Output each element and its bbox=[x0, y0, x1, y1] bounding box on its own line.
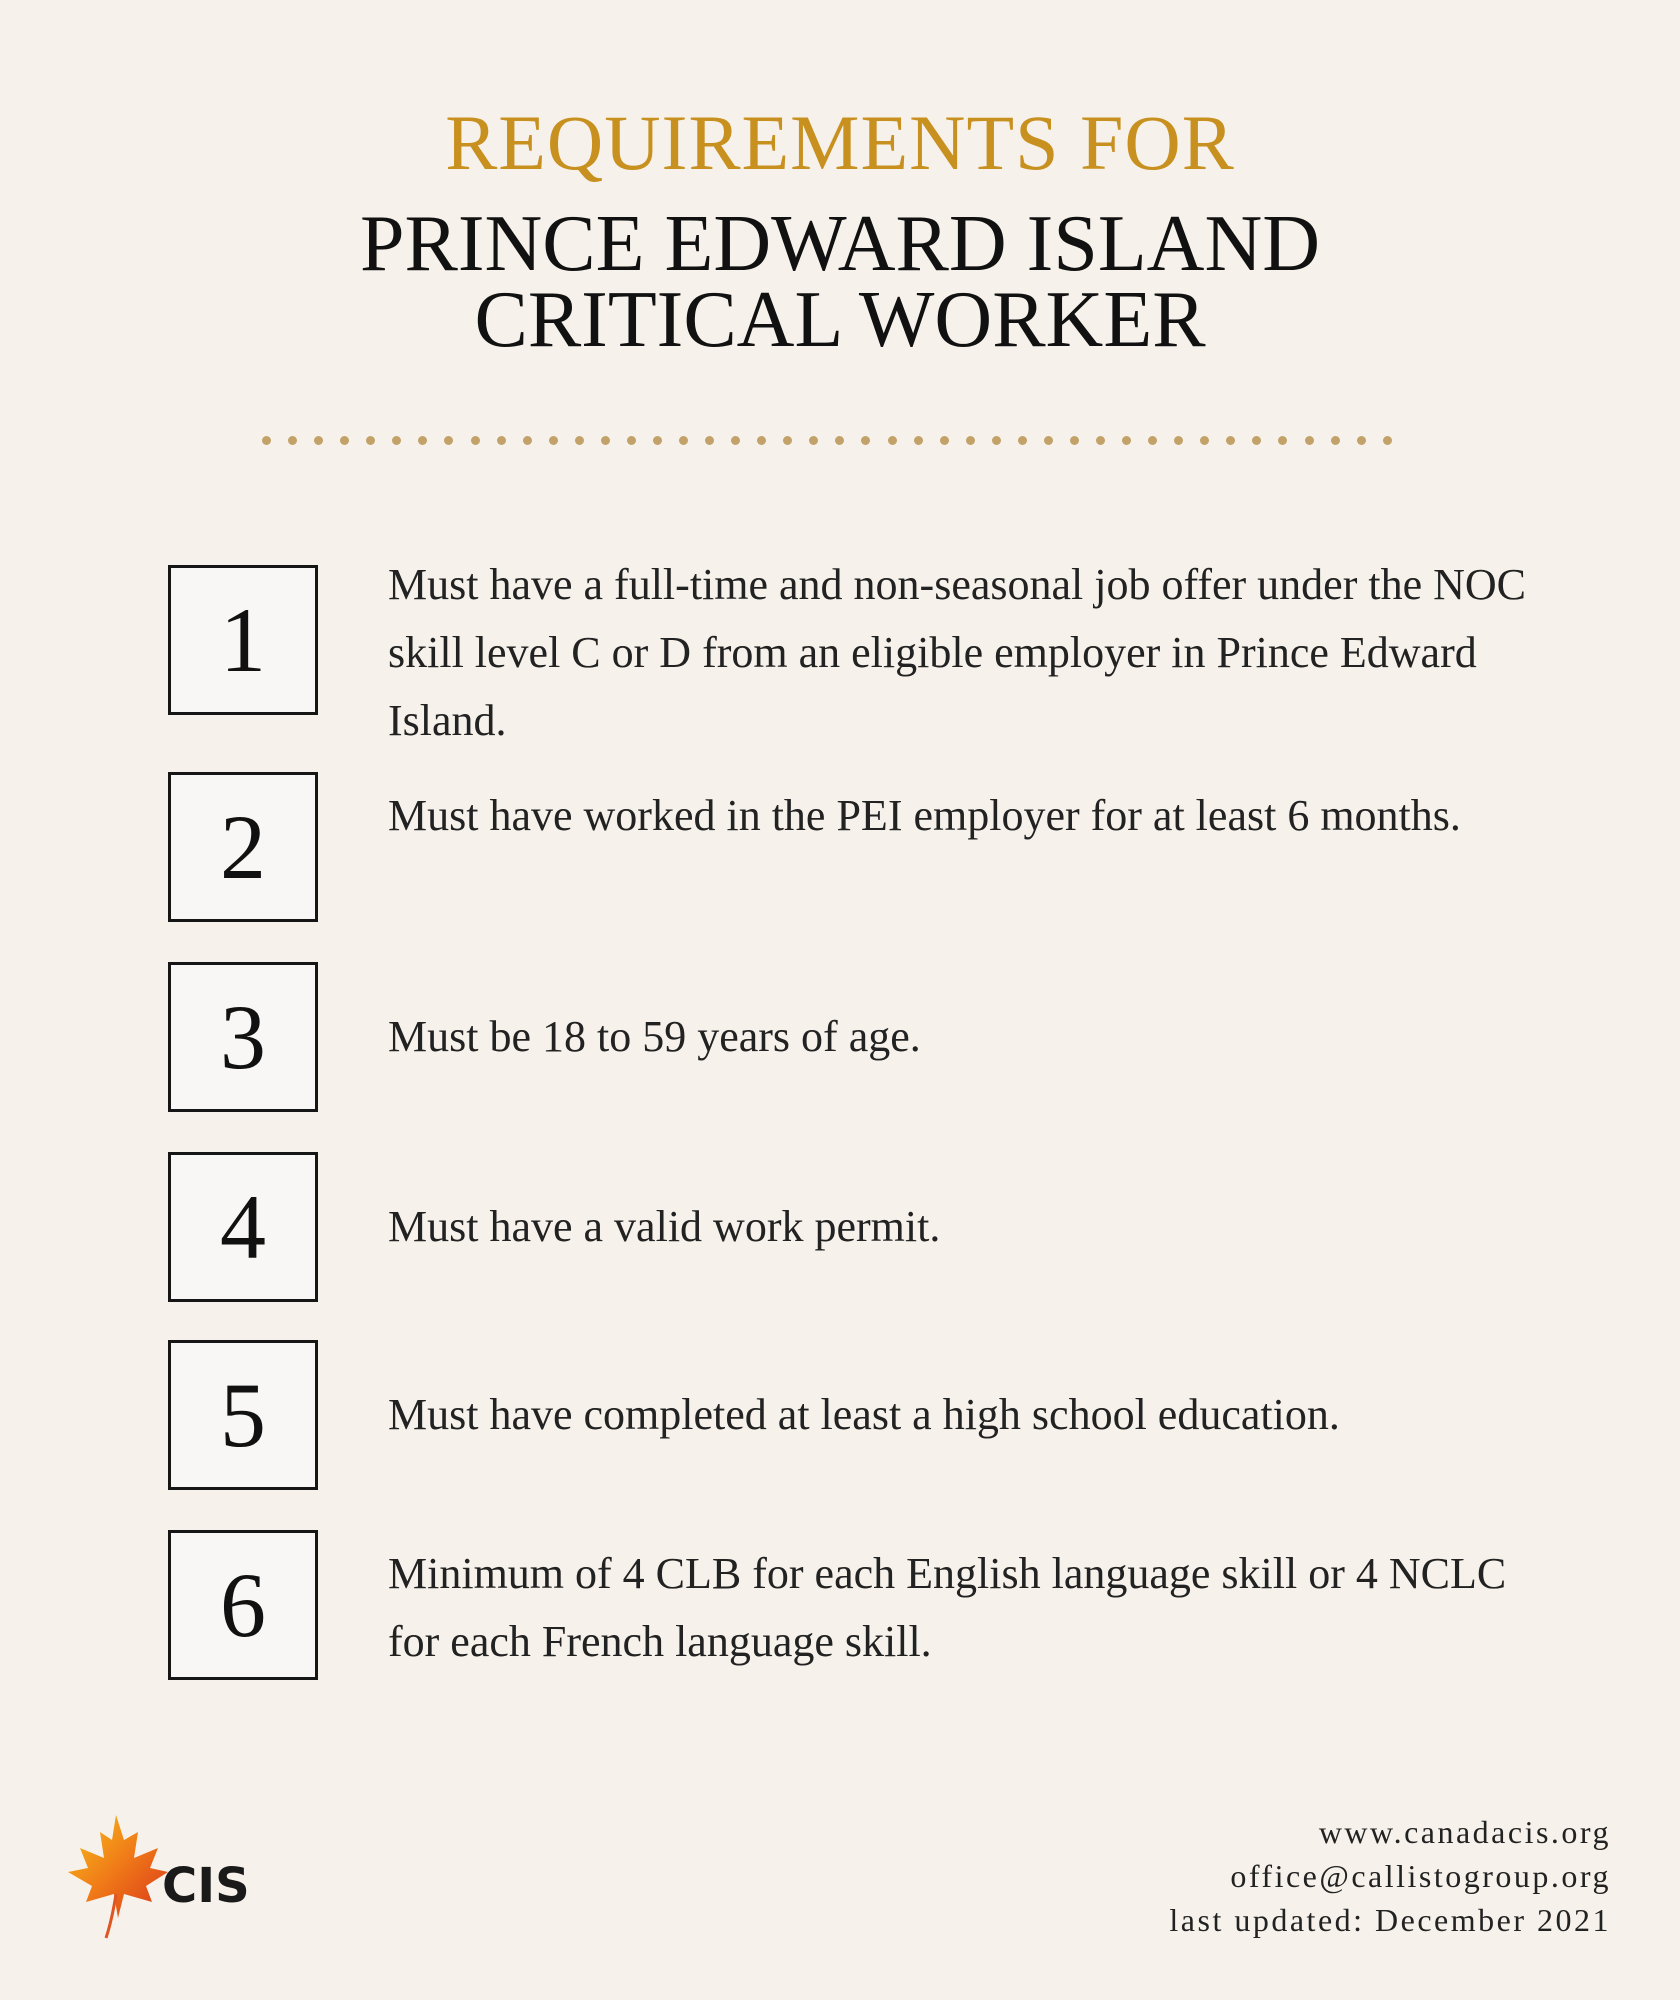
divider-dot bbox=[1383, 436, 1392, 445]
divider-dot bbox=[1200, 436, 1209, 445]
divider-dot bbox=[966, 436, 975, 445]
divider-dot bbox=[1305, 436, 1314, 445]
divider-dot bbox=[992, 436, 1001, 445]
title-requirements-for: REQUIREMENTS FOR bbox=[445, 99, 1235, 186]
divider-dot bbox=[444, 436, 453, 445]
divider-dot bbox=[1044, 436, 1053, 445]
divider-dot bbox=[1331, 436, 1340, 445]
divider-dot bbox=[601, 436, 610, 445]
cis-logo bbox=[60, 1810, 260, 1950]
contact-footer bbox=[1169, 1810, 1611, 1942]
divider-dot bbox=[888, 436, 897, 445]
requirement-text: Must have a valid work permit. bbox=[388, 1202, 941, 1251]
dotted-divider bbox=[262, 432, 1392, 448]
divider-dot bbox=[1148, 436, 1157, 445]
divider-dot bbox=[1226, 436, 1235, 445]
requirement-number-box: 2 bbox=[168, 772, 318, 922]
divider-dot bbox=[366, 436, 375, 445]
divider-dot bbox=[914, 436, 923, 445]
divider-dot bbox=[757, 436, 766, 445]
divider-dot bbox=[783, 436, 792, 445]
divider-dot bbox=[1070, 436, 1079, 445]
divider-dot bbox=[418, 436, 427, 445]
requirement-number-box: 1 bbox=[168, 565, 318, 715]
divider-dot bbox=[1278, 436, 1287, 445]
divider-dot bbox=[835, 436, 844, 445]
divider-dot bbox=[940, 436, 949, 445]
divider-dot bbox=[392, 436, 401, 445]
requirement-number-box: 6 bbox=[168, 1530, 318, 1680]
requirement-text: Must have completed at least a high school education. bbox=[388, 1390, 1340, 1439]
divider-dot bbox=[288, 436, 297, 445]
divider-dot bbox=[1174, 436, 1183, 445]
requirement-number-box: 4 bbox=[168, 1152, 318, 1302]
requirement-text: Must have worked in the PEI employer for at least 6 months. bbox=[388, 791, 1461, 840]
divider-dot bbox=[1122, 436, 1131, 445]
divider-dot bbox=[731, 436, 740, 445]
divider-dot bbox=[1018, 436, 1027, 445]
divider-dot bbox=[1096, 436, 1105, 445]
requirement-number-box: 3 bbox=[168, 962, 318, 1112]
maple-leaf-icon bbox=[60, 1810, 260, 1950]
divider-dot bbox=[314, 436, 323, 445]
last-updated: last updated: December 2021 bbox=[1169, 1902, 1611, 1938]
divider-dot bbox=[1252, 436, 1261, 445]
divider-dot bbox=[679, 436, 688, 445]
divider-dot bbox=[627, 436, 636, 445]
divider-dot bbox=[497, 436, 506, 445]
divider-dot bbox=[705, 436, 714, 445]
divider-dot bbox=[809, 436, 818, 445]
logo-text: CIS bbox=[162, 1858, 250, 1914]
divider-dot bbox=[575, 436, 584, 445]
page-title bbox=[0, 200, 1680, 364]
email-link[interactable]: office@callistogroup.org bbox=[1230, 1858, 1611, 1894]
divider-dot bbox=[340, 436, 349, 445]
divider-dot bbox=[471, 436, 480, 445]
requirement-text: Must be 18 to 59 years of age. bbox=[388, 1012, 921, 1061]
divider-dot bbox=[653, 436, 662, 445]
requirement-number-box: 5 bbox=[168, 1340, 318, 1490]
requirement-text: Minimum of 4 CLB for each English language skill or 4 NCLC for each French language skill. bbox=[388, 1549, 1507, 1666]
title-line-1: PRINCE EDWARD ISLAND bbox=[360, 200, 1320, 288]
requirement-text: Must have a full-time and non-seasonal job offer under the NOC skill level C or D from an eligible employer in Prince Edward Island. bbox=[388, 560, 1527, 745]
divider-dot bbox=[549, 436, 558, 445]
divider-dot bbox=[262, 436, 271, 445]
divider-dot bbox=[861, 436, 870, 445]
website-link[interactable]: www.canadacis.org bbox=[1318, 1814, 1611, 1850]
divider-dot bbox=[523, 436, 532, 445]
title-line-2: CRITICAL WORKER bbox=[474, 276, 1206, 364]
divider-dot bbox=[1357, 436, 1366, 445]
